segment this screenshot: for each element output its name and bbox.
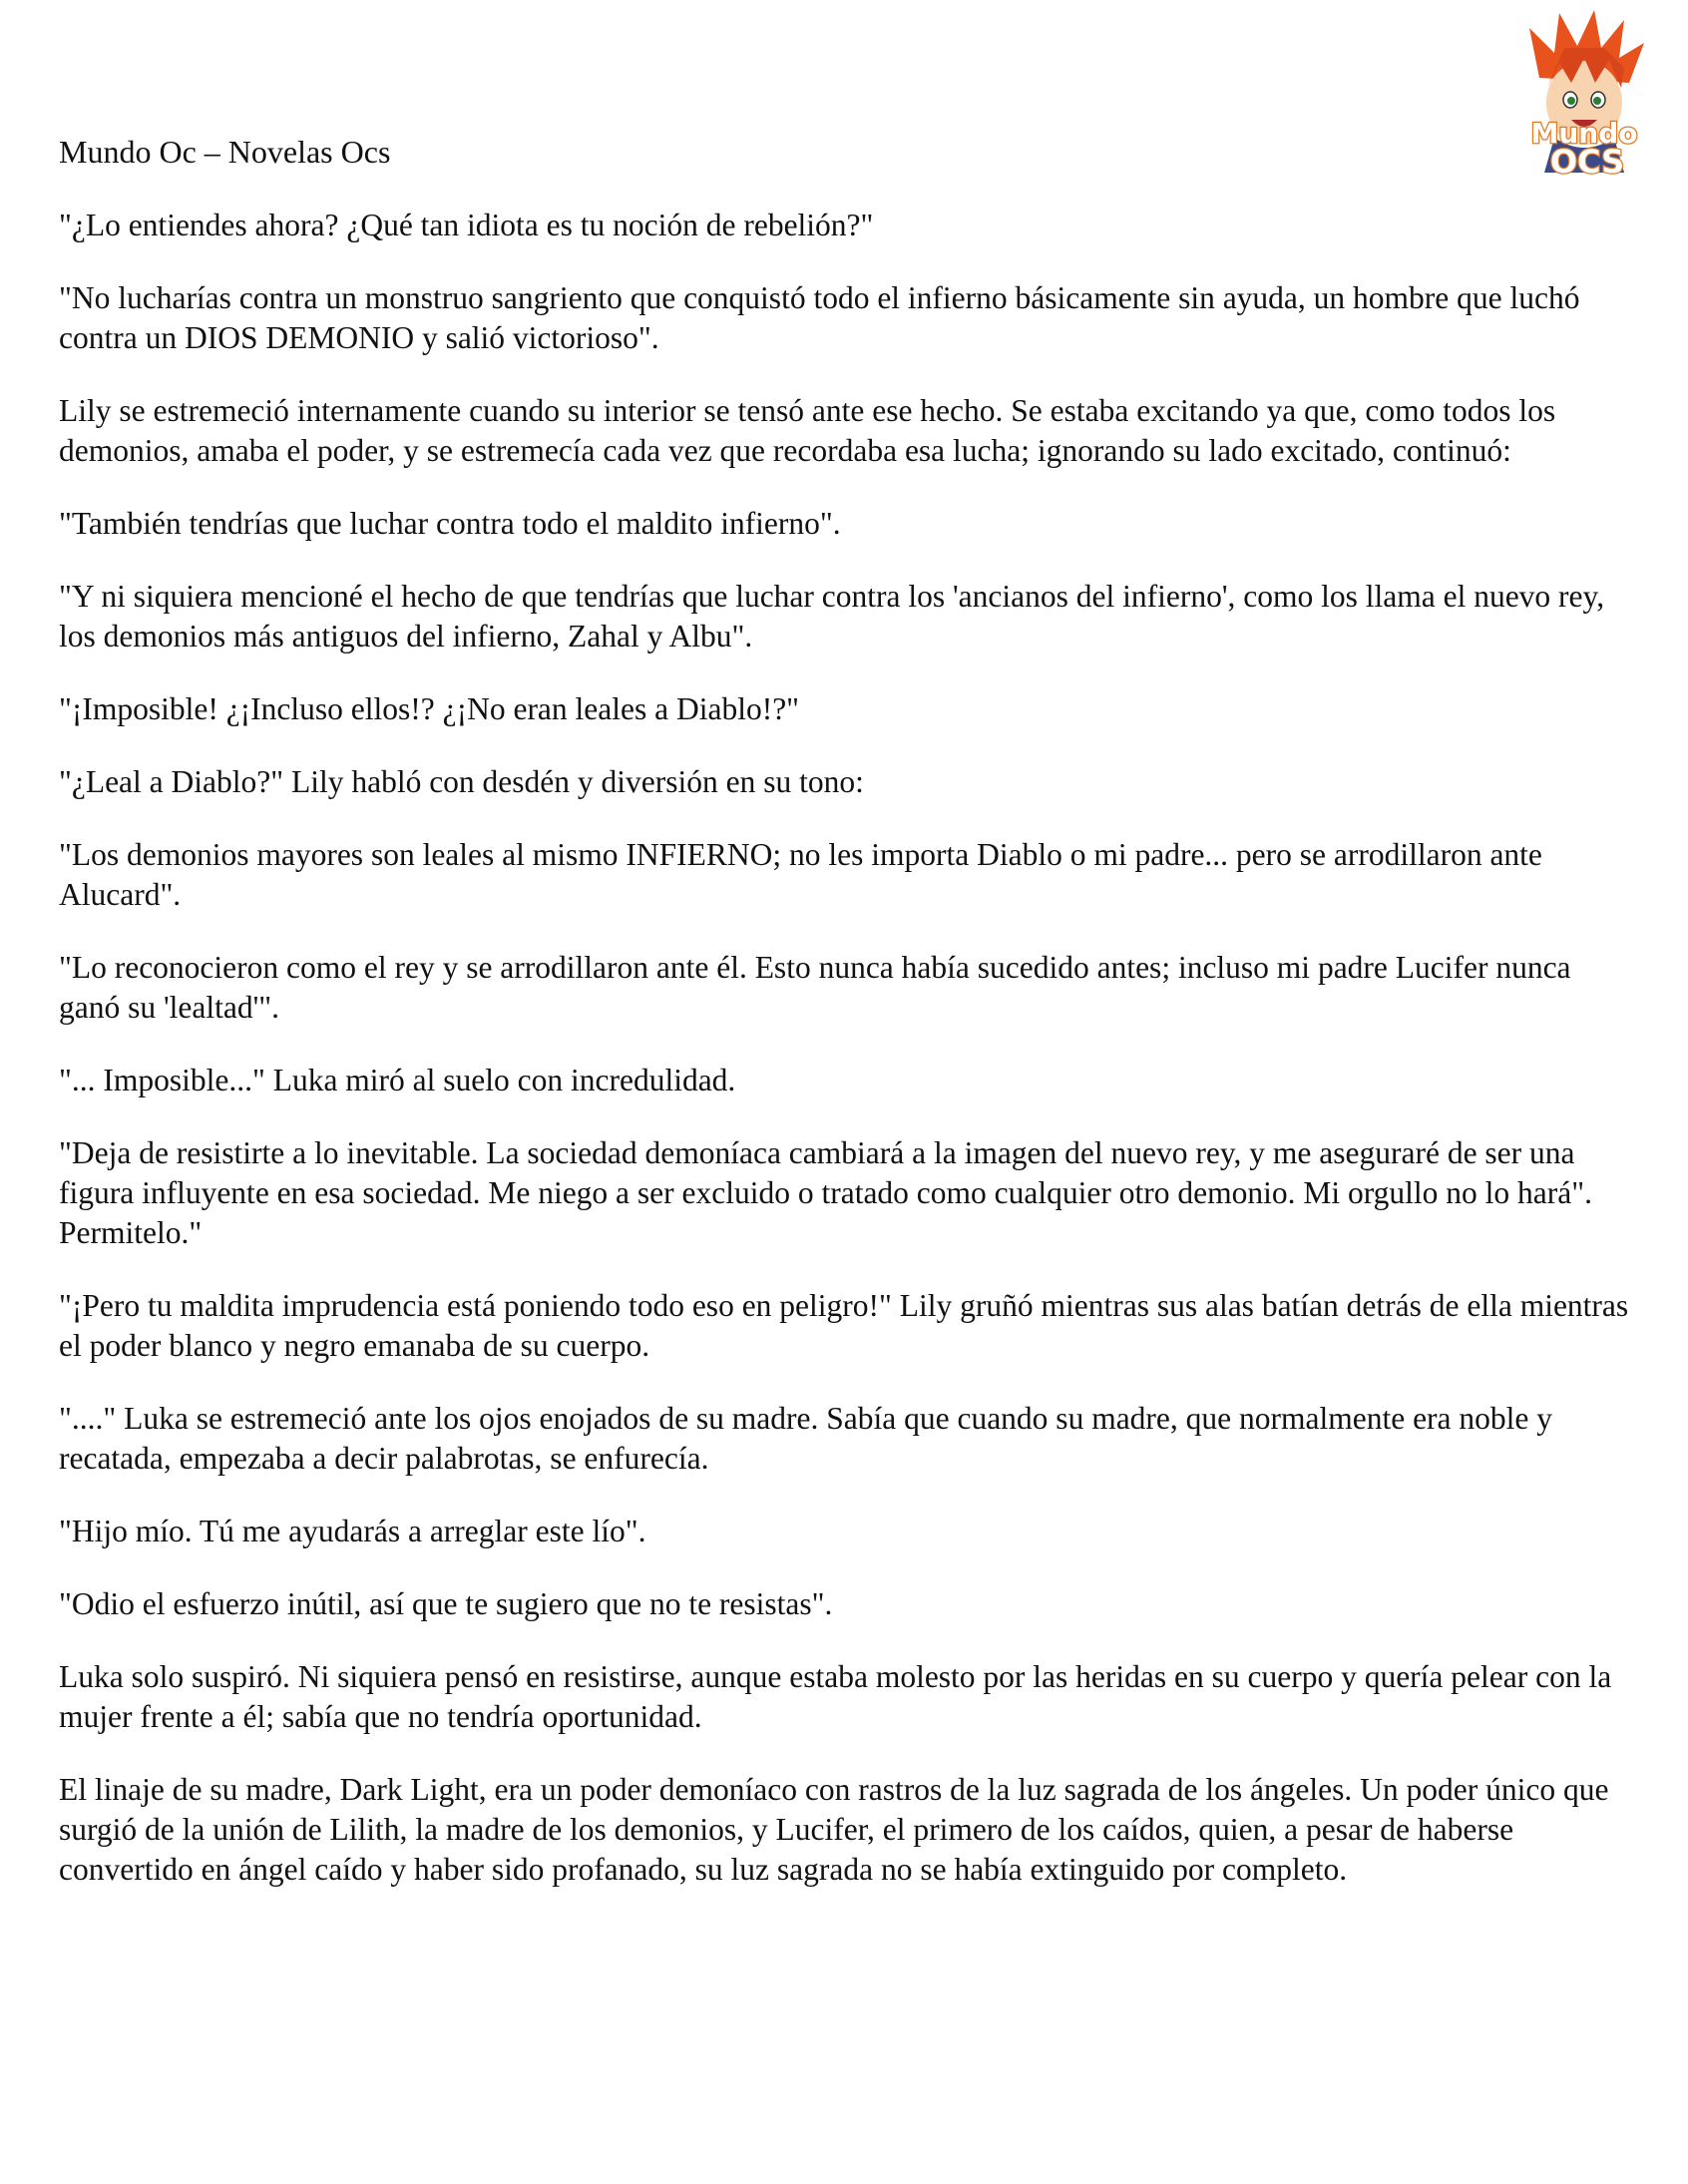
svg-text:OCS: OCS: [1549, 143, 1625, 181]
paragraph: Lily se estremeció internamente cuando su interior se tensó ante ese hecho. Se estaba excitando ya que, como todos los demonios, amaba el poder, y se estremecía cada vez que recordaba esa lucha; ignorando su lado excitado, continuó:: [59, 393, 1556, 468]
paragraph: "... Imposible..." Luka miró al suelo con incredulidad.: [59, 1063, 736, 1097]
paragraph: El linaje de su madre, Dark Light, era un poder demoníaco con rastros de la luz sagrada de los ángeles. Un poder único que surgió de la unión de Lilith, la madre de los demonios, y Lucifer, el primero de los caídos, quien, a pesar de haberse convertido en ángel caído y haber sido profanado, su luz sagrada no se había extinguido por completo.: [59, 1772, 1609, 1887]
paragraph: "Los demonios mayores son leales al mismo INFIERNO; no les importa Diablo o mi padre... pero se arrodillaron ante Alucard".: [59, 837, 1542, 912]
svg-text:Mundo: Mundo: [1530, 117, 1638, 150]
paragraph: "¿Lo entiendes ahora? ¿Qué tan idiota es tu noción de rebelión?": [59, 208, 874, 242]
page-header: Mundo Oc – Novelas Ocs: [59, 134, 391, 170]
site-logo: [1499, 8, 1669, 183]
paragraph: "También tendrías que luchar contra todo el maldito infierno".: [59, 506, 841, 541]
paragraph: "Deja de resistirte a lo inevitable. La sociedad demoníaca cambiará a la imagen del nuevo rey, y me aseguraré de ser una figura influyente en esa sociedad. Me niego a ser excluido o tratado como cualquier otro demonio. Mi orgullo no lo hará". Permitelo.": [59, 1135, 1592, 1250]
paragraph: "No lucharías contra un monstruo sangriento que conquistó todo el infierno básicamente sin ayuda, un hombre que luchó contra un DIOS DEMONIO y salió victorioso".: [59, 280, 1580, 355]
document-body: [59, 206, 1635, 1923]
anime-boy-mascot-logo: [1499, 8, 1669, 183]
paragraph: "Odio el esfuerzo inútil, así que te sugiero que no te resistas".: [59, 1586, 833, 1621]
paragraph: "Hijo mío. Tú me ayudarás a arreglar este lío".: [59, 1514, 646, 1548]
paragraph: "¡Imposible! ¿¡Incluso ellos!? ¿¡No eran leales a Diablo!?": [59, 691, 800, 726]
paragraph: "...." Luka se estremeció ante los ojos enojados de su madre. Sabía que cuando su madre, que normalmente era noble y recatada, empezaba a decir palabrotas, se enfurecía.: [59, 1401, 1553, 1476]
paragraph: Luka solo suspiró. Ni siquiera pensó en resistirse, aunque estaba molesto por las heridas en su cuerpo y quería pelear con la mujer frente a él; sabía que no tendría oportunidad.: [59, 1659, 1612, 1734]
paragraph: "Lo reconocieron como el rey y se arrodillaron ante él. Esto nunca había sucedido antes; incluso mi padre Lucifer nunca ganó su 'lealtad'".: [59, 950, 1571, 1025]
paragraph: "¡Pero tu maldita imprudencia está poniendo todo eso en peligro!" Lily gruñó mientras sus alas batían detrás de ella mientras el poder blanco y negro emanaba de su cuerpo.: [59, 1288, 1629, 1363]
paragraph: "¿Leal a Diablo?" Lily habló con desdén y diversión en su tono:: [59, 764, 864, 799]
paragraph: "Y ni siquiera mencioné el hecho de que tendrías que luchar contra los 'ancianos del infierno', como los llama el nuevo rey, los demonios más antiguos del infierno, Zahal y Albu".: [59, 579, 1605, 654]
